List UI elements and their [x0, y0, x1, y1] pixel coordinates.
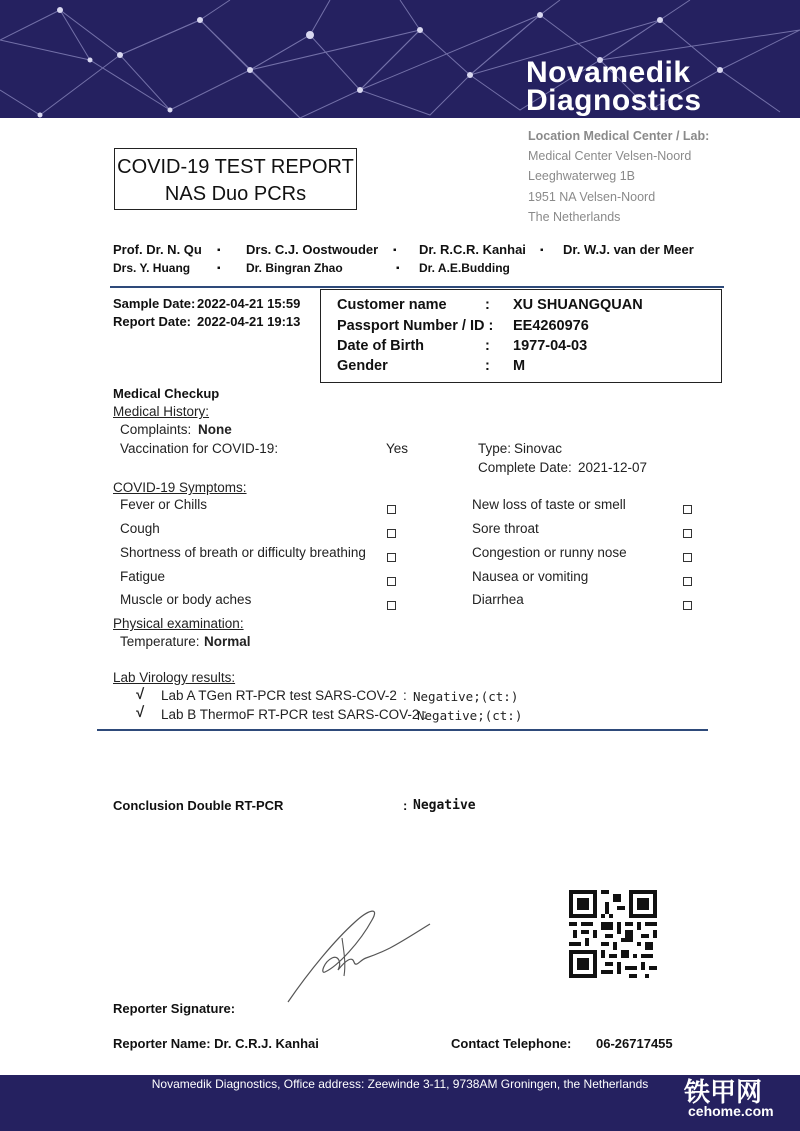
conclusion-separator: :: [403, 798, 408, 813]
qr-code-image: [569, 890, 657, 978]
symptoms-heading: COVID-19 Symptoms:: [113, 480, 247, 495]
symptom-label: New loss of taste or smell: [472, 497, 626, 512]
signature-image: [280, 900, 440, 1010]
doctor-separator: ▪: [540, 245, 544, 256]
symptom-label: Fatigue: [120, 569, 166, 584]
section-divider: [97, 729, 708, 731]
virology-heading: Lab Virology results:: [113, 670, 236, 685]
symptom-checkbox[interactable]: [683, 529, 692, 538]
symptom-checkbox[interactable]: [683, 601, 692, 610]
brand-name-line2: Diagnostics: [526, 84, 702, 117]
gender-label: Gender: [337, 358, 388, 374]
symptom-label: Nausea or vomiting: [472, 569, 589, 584]
check-icon: √: [136, 704, 145, 721]
symptom-checkbox[interactable]: [683, 505, 692, 514]
doctor-separator: ▪: [217, 245, 221, 256]
location-street: Leeghwaterweg 1B: [528, 169, 636, 183]
customer-info-box: [320, 289, 722, 383]
report-title-box: [114, 148, 357, 210]
vaccination-value: Yes: [386, 441, 409, 456]
doctor-name: Dr. R.C.R. Kanhai: [419, 242, 526, 257]
gender-value: M: [513, 358, 526, 374]
doctor-name: Dr. A.E.Budding: [419, 261, 510, 275]
sample-date-label: Sample Date:: [113, 296, 196, 311]
symptom-checkbox[interactable]: [683, 577, 692, 586]
header-banner: [0, 0, 800, 118]
symptom-label: Diarrhea: [472, 592, 524, 607]
symptom-checkbox[interactable]: [387, 577, 396, 586]
colon: :: [485, 358, 490, 374]
lab-a-label: Lab A TGen RT-PCR test SARS-COV-2: [161, 688, 397, 703]
doctor-separator: ▪: [393, 245, 397, 256]
customer-name-value: XU SHUANGQUAN: [513, 297, 643, 313]
check-icon: √: [136, 686, 145, 703]
symptom-checkbox[interactable]: [387, 529, 396, 538]
customer-name-label: Customer name: [337, 297, 447, 313]
complaints-value: None: [198, 422, 232, 437]
doctor-separator: ▪: [396, 263, 400, 274]
vaccine-type-value: Sinovac: [514, 441, 563, 456]
conclusion-value: Negative: [413, 798, 476, 813]
location-heading: Location Medical Center / Lab:: [528, 129, 710, 143]
location-country: The Netherlands: [528, 210, 621, 224]
colon: :: [485, 338, 490, 354]
watermark-logo: 铁甲网: [684, 1078, 763, 1108]
doctor-name: Dr. W.J. van der Meer: [563, 242, 694, 257]
footer-address: Novamedik Diagnostics, Office address: Zeewinde 3-11, 9738AM Groningen, the Netherlands: [151, 1077, 649, 1091]
contact-telephone-label: Contact Telephone:: [451, 1036, 572, 1051]
medical-checkup-heading: Medical Checkup: [113, 386, 220, 401]
colon: :: [485, 297, 490, 313]
watermark-url: cehome.com: [688, 1103, 774, 1119]
doctor-name: Dr. Bingran Zhao: [246, 261, 343, 275]
vaccination-label: Vaccination for COVID-19:: [120, 441, 279, 456]
symptom-checkbox[interactable]: [387, 505, 396, 514]
conclusion-label: Conclusion Double RT-PCR: [113, 798, 284, 813]
symptom-label: Congestion or runny nose: [472, 545, 627, 560]
doctor-separator: ▪: [217, 263, 221, 274]
doctor-name: Drs. Y. Huang: [113, 261, 191, 275]
report-subtitle: NAS Duo PCRs: [164, 183, 307, 205]
lab-b-label: Lab B ThermoF RT-PCR test SARS-COV-2 :: [161, 707, 427, 722]
sample-date-value: 2022-04-21 15:59: [197, 296, 301, 311]
dob-value: 1977-04-03: [513, 338, 588, 354]
lab-a-separator: :: [403, 688, 407, 703]
temperature-label: Temperature:: [120, 634, 200, 649]
report-date-value: 2022-04-21 19:13: [197, 314, 301, 329]
lab-a-result: Negative;(ct:): [413, 689, 519, 704]
complete-date-label: Complete Date:: [478, 460, 572, 475]
temperature-value: Normal: [204, 634, 251, 649]
location-name: Medical Center Velsen-Noord: [528, 149, 692, 163]
complete-date-value: 2021-12-07: [578, 460, 648, 475]
symptom-label: Muscle or body aches: [120, 592, 252, 607]
symptom-label: Cough: [120, 521, 160, 536]
report-date-label: Report Date:: [113, 314, 192, 329]
physical-exam-heading: Physical examination:: [113, 616, 244, 631]
symptom-label: Fever or Chills: [120, 497, 208, 512]
complaints-label: Complaints:: [120, 422, 192, 437]
medical-history-heading: Medical History:: [113, 404, 210, 419]
doctor-name: Prof. Dr. N. Qu: [113, 242, 202, 257]
passport-value: EE4260976: [513, 318, 589, 334]
contact-telephone-value: 06-26717455: [596, 1036, 673, 1051]
dob-label: Date of Birth: [337, 338, 424, 354]
location-postal: 1951 NA Velsen-Noord: [528, 190, 656, 204]
passport-label: Passport Number / ID :: [337, 318, 494, 334]
section-divider: [110, 286, 724, 288]
doctor-name: Drs. C.J. Oostwouder: [246, 242, 379, 257]
symptom-label: Shortness of breath or difficulty breathing: [120, 545, 366, 560]
vaccine-type-label: Type:: [478, 441, 512, 456]
reporter-name: Reporter Name: Dr. C.R.J. Kanhai: [113, 1036, 319, 1051]
lab-b-result: Negative;(ct:): [417, 708, 523, 723]
report-title: COVID-19 TEST REPORT: [117, 156, 354, 178]
brand-name-line1: Novamedik: [526, 56, 691, 89]
symptom-checkbox[interactable]: [387, 601, 396, 610]
symptom-checkbox[interactable]: [387, 553, 396, 562]
symptom-checkbox[interactable]: [683, 553, 692, 562]
reporter-signature-label: Reporter Signature:: [113, 1001, 236, 1016]
symptom-label: Sore throat: [472, 521, 539, 536]
